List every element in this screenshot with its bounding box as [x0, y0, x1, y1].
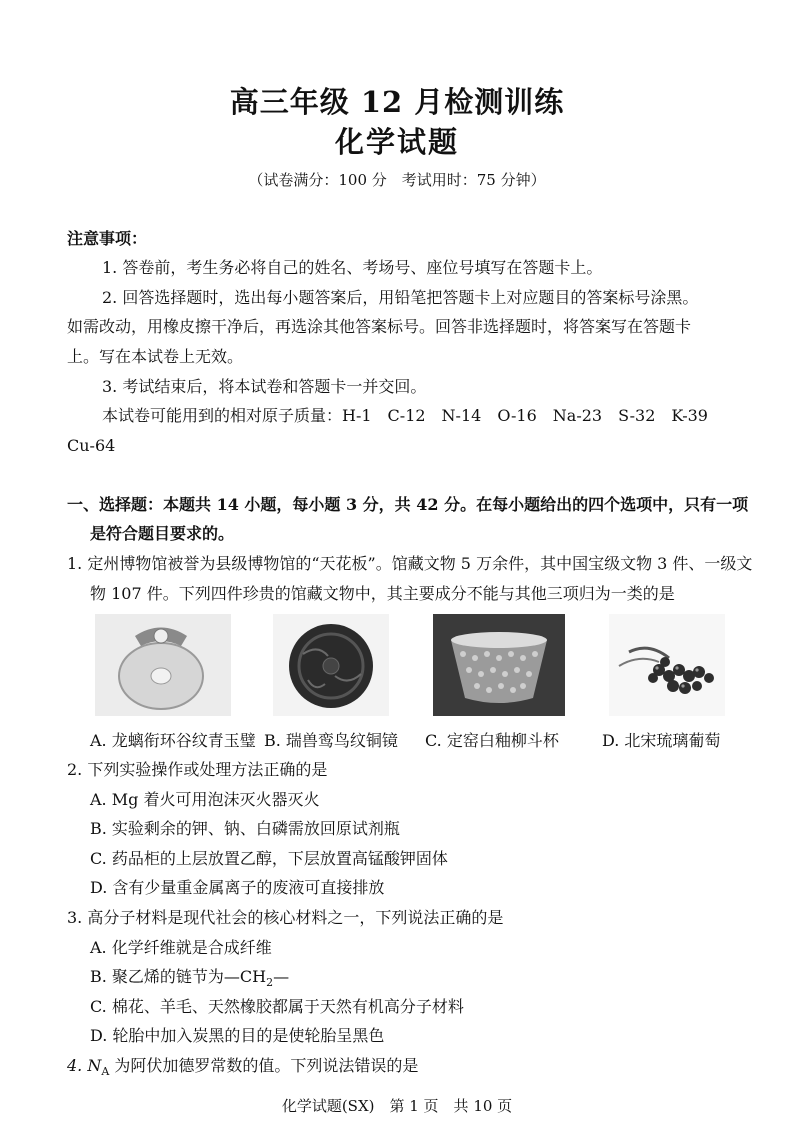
note-2-line2: 如需改动，用橡皮擦干净后，再选涂其他答案标号。回答非选择题时，将答案写在答题卡: [67, 317, 692, 336]
q1-stem-line1: 1. 定州博物馆被誉为县级博物馆的“天花板”。馆藏文物 5 万余件，其中国宝级文物 3 件、一级文: [67, 554, 753, 573]
page-footer: 化学试题(SX) 第 1 页 共 10 页: [281, 1097, 513, 1115]
bronze-mirror-image: [273, 614, 389, 716]
q2-option-d: D. 含有少量重金属离子的废液可直接排放: [90, 878, 385, 897]
atomic-mass-line1: 本试卷可能用到的相对原子质量：H-1 C-12 N-14 O-16 Na-23 S-32 K-39: [102, 406, 708, 425]
q1-option-d: D. 北宋琉璃葡萄: [602, 731, 721, 750]
note-3: 3. 考试结束后，将本试卷和答题卡一并交回。: [102, 377, 427, 396]
q3-option-b: [90, 967, 289, 993]
exam-title: 高三年级 12 月检测训练: [229, 85, 565, 119]
section-heading-line2: 是符合题目要求的。: [90, 524, 235, 543]
q3-option-b-subscript: 2: [266, 976, 274, 990]
subject-title: 化学试题: [334, 125, 459, 159]
q4-stem-prefix: 4. N: [67, 1056, 102, 1075]
exam-info: （试卷满分：100 分 考试用时：75 分钟）: [248, 171, 546, 189]
q3-option-b-prefix: B. 聚乙烯的链节为—CH: [90, 967, 267, 986]
q2-option-b: B. 实验剩余的钾、钠、白磷需放回原试剂瓶: [90, 819, 400, 838]
q3-option-c: C. 棉花、羊毛、天然橡胶都属于天然有机高分子材料: [90, 997, 464, 1016]
glass-grapes-image: [609, 614, 725, 716]
q3-option-d: D. 轮胎中加入炭黑的目的是使轮胎呈黑色: [90, 1026, 385, 1045]
note-2-line1: 2. 回答选择题时，选出每小题答案后，用铅笔把答题卡上对应题目的答案标号涂黑。: [102, 288, 699, 307]
q2-option-a: A. Mg 着火可用泡沫灭火器灭火: [90, 790, 320, 809]
q4-stem-suffix: 为阿伏加德罗常数的值。下列说法错误的是: [109, 1056, 419, 1075]
section-heading-line1: 一、选择题：本题共 14 小题，每小题 3 分，共 42 分。在每小题给出的四个选项中，只有一项: [67, 495, 749, 514]
jade-bi-image: [95, 614, 231, 716]
atomic-mass-line2: Cu-64: [67, 436, 116, 455]
note-1: 1. 答卷前，考生务必将自己的姓名、考场号、座位号填写在答题卡上。: [102, 258, 603, 277]
q2-option-c: C. 药品柜的上层放置乙醇，下层放置高锰酸钾固体: [90, 849, 448, 868]
q2-stem: 2. 下列实验操作或处理方法正确的是: [67, 760, 328, 779]
q1-option-c: C. 定窑白釉柳斗杯: [425, 731, 559, 750]
note-2-line3: 上。写在本试卷上无效。: [67, 347, 244, 366]
q1-stem-line2: 物 107 件。下列四件珍贵的馆藏文物中，其主要成分不能与其他三项归为一类的是: [90, 584, 675, 603]
ding-kiln-cup-image: [433, 614, 565, 716]
q3-option-a: A. 化学纤维就是合成纤维: [90, 938, 272, 957]
q3-option-b-suffix: —: [273, 967, 290, 986]
q4-stem-subscript: A: [101, 1065, 110, 1079]
q1-option-a: A. 龙螭衔环谷纹青玉璧: [90, 731, 256, 750]
q1-option-b: B. 瑞兽鸾鸟纹铜镜: [264, 731, 398, 750]
notes-heading: 注意事项：: [67, 229, 148, 248]
q4-stem: [67, 1056, 418, 1082]
q3-stem: 3. 高分子材料是现代社会的核心材料之一，下列说法正确的是: [67, 908, 504, 927]
